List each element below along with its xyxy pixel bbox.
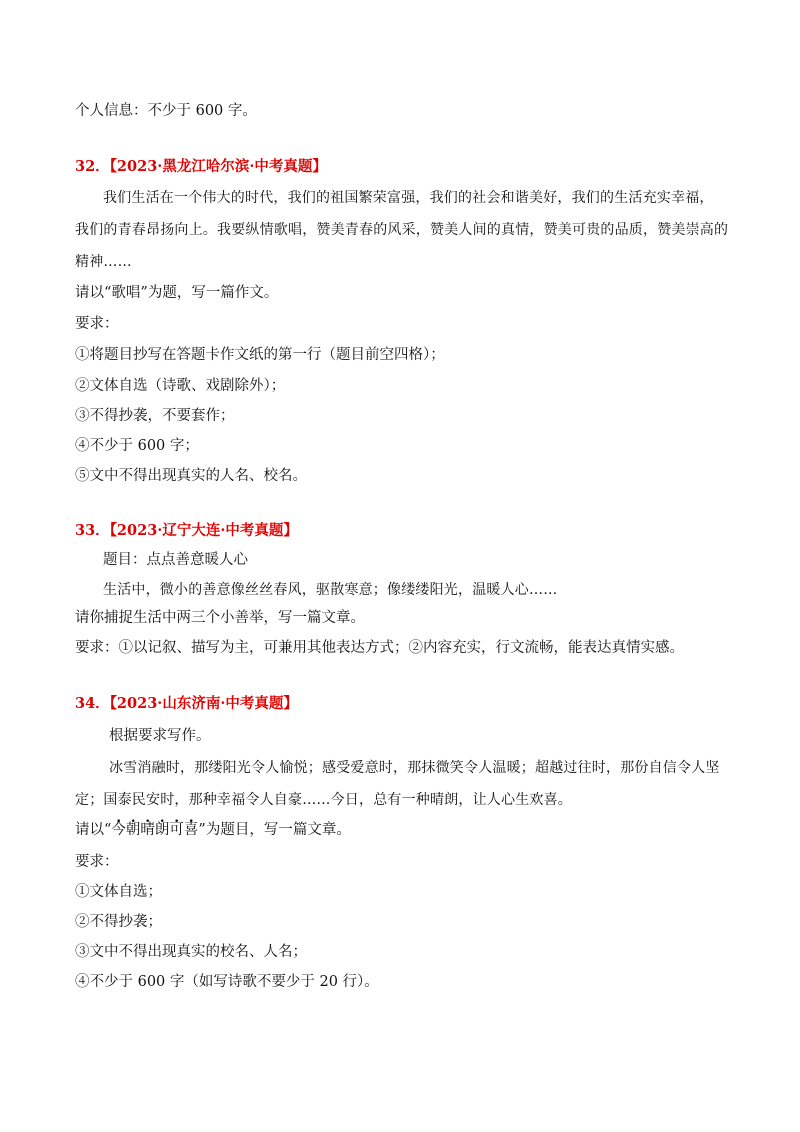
q34-requirement-3: ③文中不得出现真实的校名、人名； [75,944,307,960]
q34-material-line-1: 冰雪消融时，那缕阳光令人愉悦；感受爱意时，那抹微笑令人温暖；超越过往时，那份自信令人坚 [109,760,720,776]
q34-material-line-2: 定；国泰民安时，那种幸福令人自豪……今日，总有一种晴朗，让人心生欢喜。 [75,792,572,808]
q34-title-char: 可 [169,822,184,838]
q32-material-line-3: 精神…… [75,254,132,270]
q32-requirement-5: ⑤文中不得出现真实的人名、校名。 [75,468,307,484]
q32-material-line-2: 我们的青春昂扬向上。我要纵情歌唱，赞美青春的风采，赞美人间的真情，赞美可贵的品质，赞美崇高的 [75,222,729,238]
q32-requirement-3: ③不得抄袭，不要套作； [75,408,235,424]
q34-prompt [75,820,351,840]
q32-requirement-4: ④不少于 600 字； [75,438,199,454]
q33-source: 【2023·辽宁大连·中考真题】 [109,522,298,539]
q34-title-char: 朗 [154,822,170,838]
q32-requirements-title: 要求： [75,316,119,332]
q34-requirements-title: 要求： [75,854,119,870]
q32-number: 32． [75,158,110,175]
q33-material: 生活中，微小的善意像丝丝春风，驱散寒意；像缕缕阳光，温暖人心…… [103,582,558,598]
q34-source: 【2023·山东济南·中考真题】 [109,695,298,712]
q32-heading [75,157,327,177]
q34-title-char: 朝 [125,822,141,838]
q33-number: 33． [75,522,110,539]
q34-prompt-suffix: ”为题目，写一篇文章。 [198,822,351,838]
q33-prompt: 请你捕捉生活中两三个小善举，写一篇文章。 [75,610,365,626]
q34-title-char: 喜 [183,822,199,838]
q33-requirements: 要求：①以记叙、描写为主，可兼用其他表达方式；②内容充实，行文流畅，能表达真情实感。 [75,640,684,656]
q34-title-char: 晴 [140,822,155,838]
q33-heading [75,521,298,541]
q32-source: 【2023·黑龙江哈尔滨·中考真题】 [109,158,327,175]
q34-instruction: 根据要求写作。 [109,728,211,744]
q34-number: 34． [75,695,110,712]
q34-requirement-2: ②不得抄袭； [75,914,162,930]
q34-title-char: 今 [111,822,126,838]
intro-line: 个人信息：不少于 600 字。 [75,103,257,119]
q34-heading [75,694,298,714]
q34-requirement-4: ④不少于 600 字（如写诗歌不要少于 20 行）。 [75,974,379,990]
q32-prompt: 请以“歌唱”为题，写一篇作文。 [75,285,279,301]
q32-requirement-2: ②文体自选（诗歌、戏剧除外）； [75,378,286,394]
q34-requirement-1: ①文体自选； [75,884,162,900]
q34-prompt-prefix: 请以“ [75,822,112,838]
q33-title-line: 题目：点点善意暖人心 [103,552,248,568]
q32-requirement-1: ①将题目抄写在答题卡作文纸的第一行（题目前空四格）； [75,347,445,363]
q32-material-line-1: 我们生活在一个伟大的时代，我们的祖国繁荣富强，我们的社会和谐美好，我们的生活充实幸福， [103,190,714,206]
